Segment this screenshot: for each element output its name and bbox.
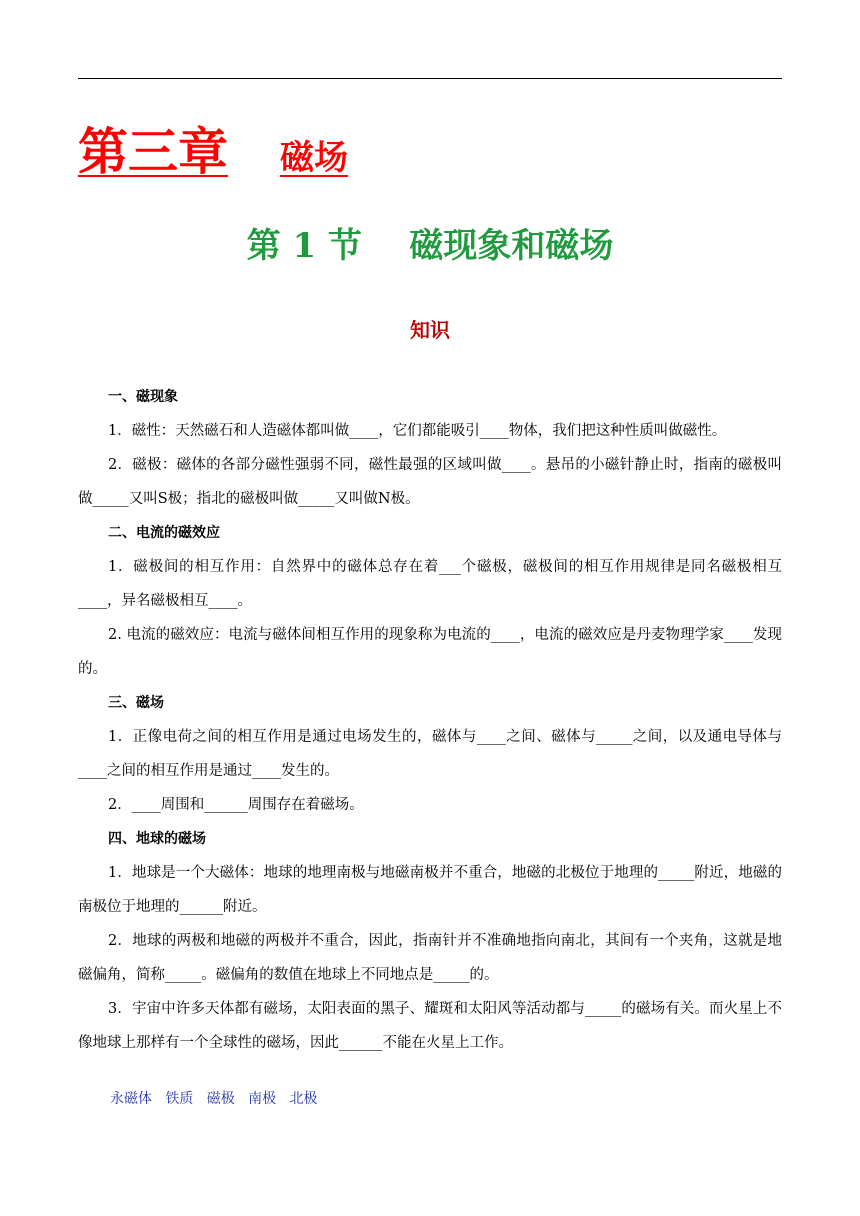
section-title: [0, 218, 860, 267]
part-heading: 四、地球的磁场: [108, 831, 206, 847]
chapter-name: 磁场: [280, 138, 348, 178]
answer-item: 永磁体: [110, 1091, 152, 1107]
answer-item: 北极: [289, 1091, 318, 1107]
answer-item: 磁极: [206, 1091, 235, 1107]
paragraph: 3．宇宙中许多天体都有磁场，太阳表面的黑子、耀斑和太阳风等活动都与_____的磁场有关。而火星上不像地球上那样有一个全球性的磁场，因此______不能在火星上工作。: [78, 1001, 782, 1051]
paragraph: 2．____周围和______周围存在着磁场。: [108, 797, 364, 813]
header-rule: [78, 78, 782, 79]
chapter-number: 第三章: [78, 123, 228, 181]
answer-key: [110, 1088, 317, 1108]
knowledge-heading: 知识: [410, 318, 450, 342]
part-heading: 一、磁现象: [108, 389, 178, 405]
paragraph: 1．磁极间的相互作用：自然界中的磁体总存在着___个磁极，磁极间的相互作用规律是同名磁极相互____，异名磁极相互____。: [78, 559, 782, 609]
answer-item: 铁质: [165, 1091, 194, 1107]
section-prefix: 第: [246, 226, 281, 266]
part-heading: 二、电流的磁效应: [108, 525, 220, 541]
paragraph: 1．正像电荷之间的相互作用是通过电场发生的，磁体与____之间、磁体与_____之间，以及通电导体与____之间的相互作用是通过____发生的。: [78, 729, 782, 779]
section-suffix: 节 磁现象和磁场: [328, 226, 614, 266]
paragraph: 1．地球是一个大磁体：地球的地理南极与地磁南极并不重合，地磁的北极位于地理的_____附近，地磁的南极位于地理的______附近。: [78, 865, 782, 915]
knowledge-content: [78, 380, 782, 1060]
paragraph: 2．地球的两极和地磁的两极并不重合，因此，指南针并不准确地指向南北，其间有一个夹角，这就是地磁偏角，简称_____。磁偏角的数值在地球上不同地点是_____的。: [78, 933, 782, 983]
answer-item: 南极: [248, 1091, 277, 1107]
chapter-title: [78, 112, 348, 184]
paragraph: 1．磁性：天然磁石和人造磁体都叫做____，它们都能吸引____物体，我们把这种性质叫做磁性。: [108, 423, 727, 439]
section-number: 1: [292, 226, 317, 266]
paragraph: 2. 电流的磁效应：电流与磁体间相互作用的现象称为电流的____，电流的磁效应是丹麦物理学家____发现的。: [78, 627, 782, 677]
paragraph: 2．磁极：磁体的各部分磁性强弱不同，磁性最强的区域叫做____。悬吊的小磁针静止时，指南的磁极叫做_____又叫S极；指北的磁极叫做_____又叫做N极。: [78, 457, 782, 507]
part-heading: 三、磁场: [108, 695, 164, 711]
